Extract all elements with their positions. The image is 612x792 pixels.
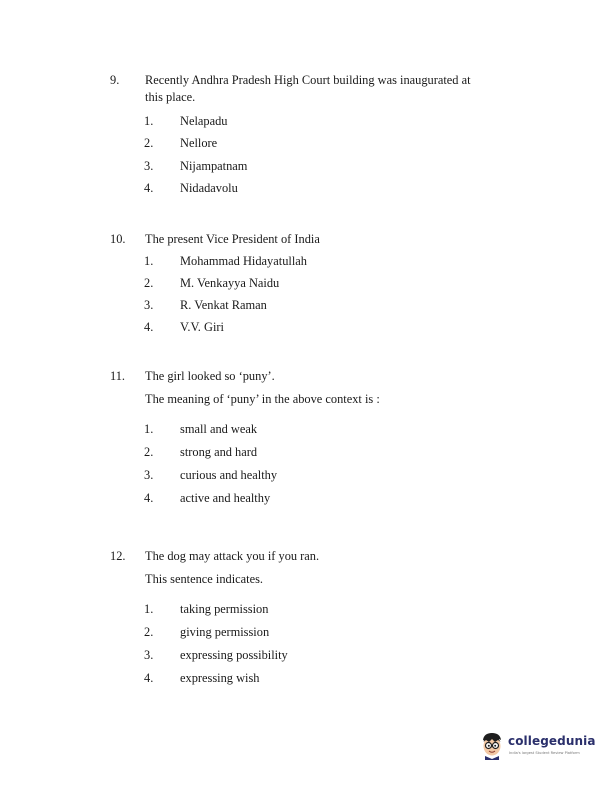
option-text: V.V. Giri [180, 320, 224, 334]
option-text: Nellore [180, 136, 218, 150]
option-number: 4. [144, 320, 154, 334]
question-text: This sentence indicates. [145, 572, 264, 586]
option-number: 4. [144, 491, 154, 505]
question-text: Recently Andhra Pradesh High Court building was inaugurated at [145, 73, 471, 87]
option-text: Nidadavolu [180, 181, 238, 195]
option-number: 4. [144, 671, 154, 685]
option-text: taking permission [180, 602, 269, 616]
question-number: 10. [110, 232, 126, 246]
option-text: giving permission [180, 625, 270, 639]
option-number: 2. [144, 276, 154, 290]
option-text: Nelapadu [180, 114, 228, 128]
question-number: 12. [110, 549, 126, 563]
option-text: active and healthy [180, 491, 271, 505]
collegedunia-logo [478, 730, 596, 762]
question-text: The girl looked so ‘puny’. [145, 369, 275, 383]
question-number: 9. [110, 73, 120, 87]
option-text: strong and hard [180, 445, 258, 459]
option-text: small and weak [180, 422, 258, 436]
question-text: The meaning of ‘puny’ in the above context is : [145, 392, 380, 406]
option-text: Nijampatnam [180, 159, 248, 173]
option-number: 4. [144, 181, 154, 195]
question-text: this place. [145, 90, 196, 104]
option-text: R. Venkat Raman [180, 298, 267, 312]
option-number: 1. [144, 602, 154, 616]
option-number: 3. [144, 298, 154, 312]
logo-tagline: India's largest Student Review Platform [509, 751, 580, 755]
option-number: 2. [144, 445, 154, 459]
option-text: expressing wish [180, 671, 260, 685]
option-number: 2. [144, 625, 154, 639]
option-number: 3. [144, 648, 154, 662]
option-number: 3. [144, 159, 154, 173]
option-text: M. Venkayya Naidu [180, 276, 280, 290]
logo-name: collegedunia [508, 734, 596, 748]
mascot-face-icon [478, 730, 506, 760]
option-number: 2. [144, 136, 154, 150]
question-text: The dog may attack you if you ran. [145, 549, 320, 563]
question-text: The present Vice President of India [145, 232, 320, 246]
option-number: 1. [144, 254, 154, 268]
option-text: Mohammad Hidayatullah [180, 254, 307, 268]
option-number: 3. [144, 468, 154, 482]
option-text: curious and healthy [180, 468, 278, 482]
option-text: expressing possibility [180, 648, 288, 662]
question-number: 11. [110, 369, 126, 383]
option-number: 1. [144, 114, 154, 128]
option-number: 1. [144, 422, 154, 436]
